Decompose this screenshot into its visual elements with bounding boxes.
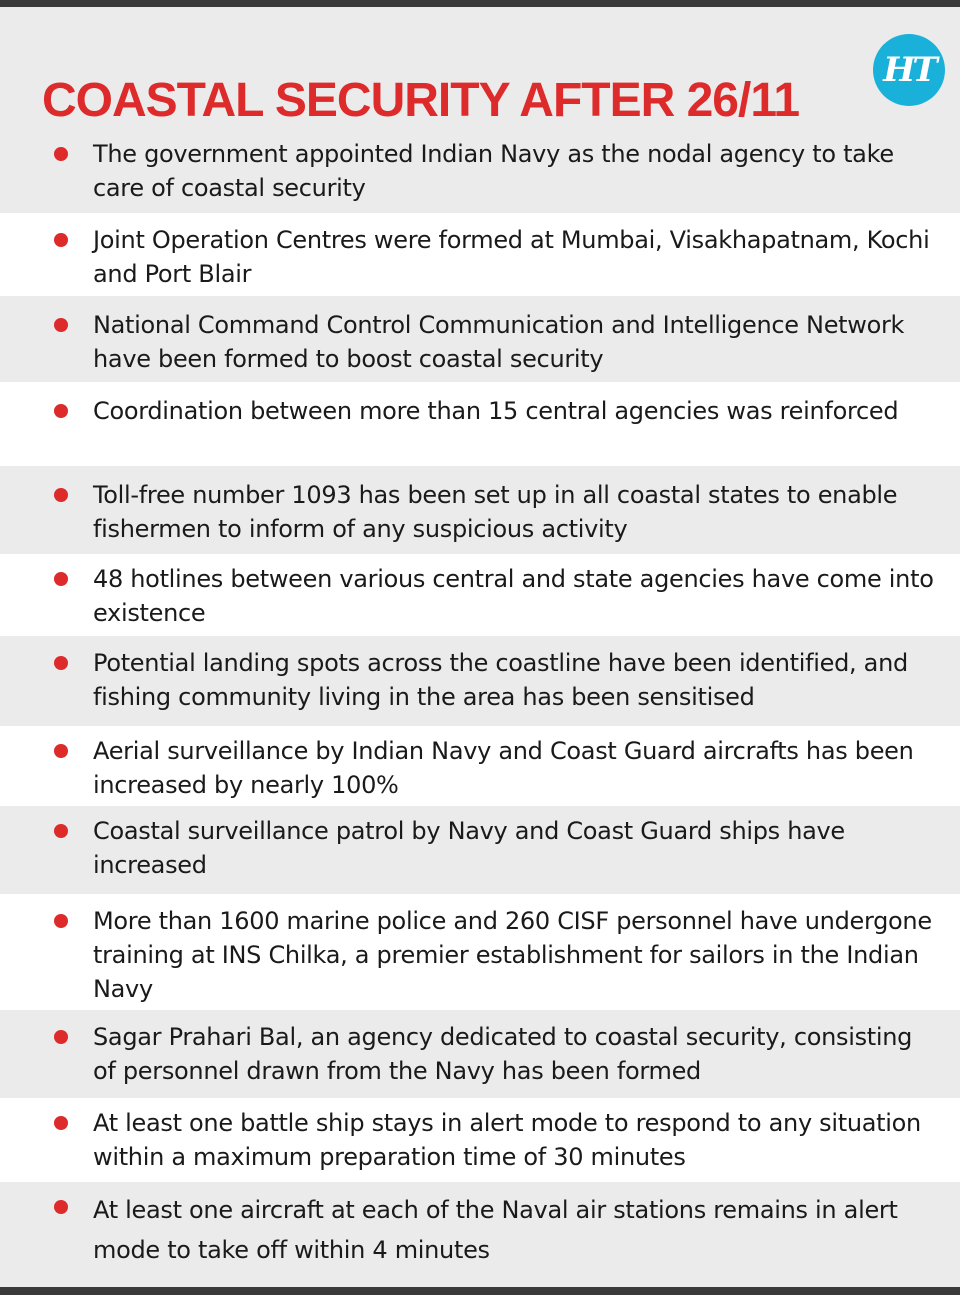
list-item-text: At least one battle ship stays in alert mode to respond to any situation within a maximum preparation time of 30 minutes xyxy=(93,1109,921,1171)
list-item xyxy=(0,554,960,636)
bullet-icon xyxy=(54,824,68,838)
list-item-text: More than 1600 marine police and 260 CISF personnel have undergone training at INS Chilka, a premier establishment for sailors in the Indian Navy xyxy=(93,907,932,1003)
bullet-icon xyxy=(54,914,68,928)
bullet-icon xyxy=(54,1200,68,1214)
bullet-icon xyxy=(54,572,68,586)
bullet-icon xyxy=(54,744,68,758)
ht-logo-icon: HT xyxy=(873,34,945,106)
top-border xyxy=(0,0,960,7)
list-item xyxy=(0,382,960,466)
bullet-icon xyxy=(54,233,68,247)
bullet-icon xyxy=(54,318,68,332)
list-item-text: Joint Operation Centres were formed at Mumbai, Visakhapatnam, Kochi and Port Blair xyxy=(93,226,930,288)
list-item-text: 48 hotlines between various central and state agencies have come into existence xyxy=(93,565,934,627)
page-title: COASTAL SECURITY AFTER 26/11 xyxy=(42,74,800,127)
list-item-text: At least one aircraft at each of the Naval air stations remains in alert mode to take off within 4 minutes xyxy=(93,1196,898,1264)
list-item xyxy=(0,466,960,554)
list-item xyxy=(0,296,960,382)
list-item-text: Aerial surveillance by Indian Navy and Coast Guard aircrafts has been increased by nearly 100% xyxy=(93,737,914,799)
bullet-icon xyxy=(54,488,68,502)
list-item xyxy=(0,1010,960,1098)
bullet-icon xyxy=(54,1116,68,1130)
list-item xyxy=(0,636,960,726)
list-item-text: Toll-free number 1093 has been set up in all coastal states to enable fishermen to inform of any suspicious activity xyxy=(93,481,898,543)
list-item xyxy=(0,726,960,806)
list-item-text: The government appointed Indian Navy as the nodal agency to take care of coastal security xyxy=(93,140,894,202)
bullet-icon xyxy=(54,404,68,418)
list-item-text: Potential landing spots across the coastline have been identified, and fishing community living in the area has been sensitised xyxy=(93,649,908,711)
list-item xyxy=(0,806,960,894)
header xyxy=(0,7,960,127)
list-item xyxy=(0,1098,960,1182)
list-item xyxy=(0,224,960,296)
list-item xyxy=(0,894,960,1010)
bullet-icon xyxy=(54,656,68,670)
list-item xyxy=(0,127,960,213)
bullet-icon xyxy=(54,147,68,161)
list-item-text: National Command Control Communication and Intelligence Network have been formed to boost coastal security xyxy=(93,311,905,373)
list-item-text: Coastal surveillance patrol by Navy and Coast Guard ships have increased xyxy=(93,817,845,879)
list-item xyxy=(0,1182,960,1287)
bottom-border xyxy=(0,1287,960,1295)
list-item-text: Sagar Prahari Bal, an agency dedicated to coastal security, consisting of personnel drawn from the Navy has been formed xyxy=(93,1023,913,1085)
list-item-text: Coordination between more than 15 central agencies was reinforced xyxy=(93,397,899,425)
bullet-icon xyxy=(54,1030,68,1044)
